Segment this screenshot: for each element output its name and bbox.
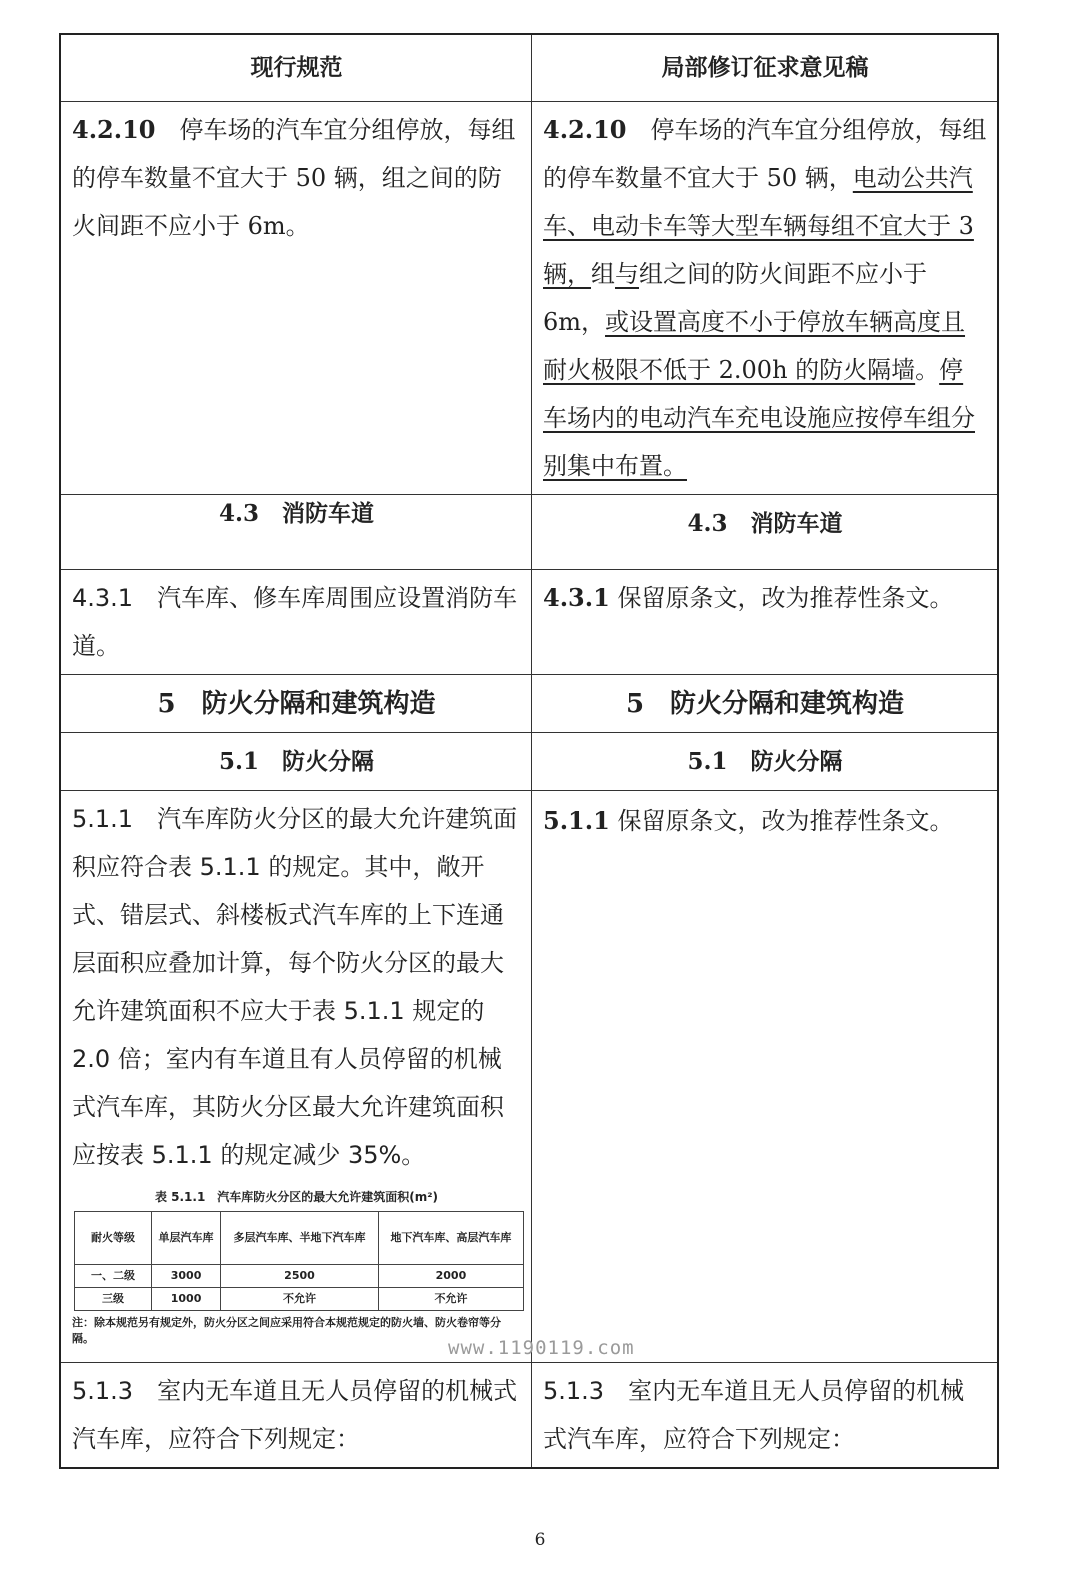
row-4-3-1 (60, 570, 998, 675)
header-row (60, 34, 998, 102)
comparison-table (59, 33, 999, 1469)
clause-text: 保留原条文，改为推荐性条文。 (609, 807, 954, 835)
revised-text: 电动公共汽车、电动卡车等大型车辆每组不宜大于 3 辆， (543, 164, 974, 288)
page-number: 6 (534, 1530, 546, 1550)
row-5-1-1 (60, 791, 998, 1363)
table-header-cell: 耐火等级 (75, 1212, 152, 1265)
clause-text: 保留原条文，改为推荐性条文。 (609, 584, 954, 612)
table-header-cell: 地下汽车库、高层汽车库 (378, 1212, 523, 1265)
clause-number: 4.2.10 (72, 115, 156, 144)
revised-text: 或设置高度不小于停放车辆高度且耐火极限不低于 2.00h 的防火隔墙 (543, 308, 966, 384)
header-revision-draft: 局部修订征求意见稿 (532, 34, 999, 102)
header-current-spec: 现行规范 (60, 34, 532, 102)
clause-text: 组之间的防火间距不应小于 6m， (543, 260, 927, 336)
cell-5-1-3-revised: 5.1.3 室内无车道且无人员停留的机械式汽车库，应符合下列规定： (532, 1363, 999, 1469)
section-5-1-current: 5.1 防火分隔 (60, 733, 532, 791)
clause-text: 。 (915, 356, 940, 384)
clause-text: 5.1.1 汽车库防火分区的最大允许建筑面积应符合表 5.1.1 的规定。其中，敞开式、错层式、斜楼板式汽车库的上下连通层面积应叠加计算，每个防火分区的最大允许建筑面积不应大于表 5.1.1 规定的 2.0 倍；室内有车道且有人员停留的机械式汽车库，其防火分区最大允许建筑面积应按表 5.1.1 的规定减少 35%。 (72, 805, 518, 1169)
revised-text: 停车场内的电动汽车充电设施应按停车组分别集中布置。 (543, 356, 975, 480)
cell-4-2-10-revised (532, 102, 999, 495)
table-header-row (75, 1212, 524, 1265)
table-header-cell: 单层汽车库 (152, 1212, 221, 1265)
table-5-1-1-note: 注：除本规范另有规定外，防火分区之间应采用符合本规范规定的防火墙、防火卷帘等分隔。 (72, 1316, 501, 1345)
chapter-5-current: 5 防火分隔和建筑构造 (60, 675, 532, 733)
table-cell: 不允许 (221, 1288, 379, 1311)
table-cell: 1000 (152, 1288, 221, 1311)
table-row (75, 1288, 524, 1311)
table-cell: 2000 (378, 1265, 523, 1288)
cell-4-3-1-current: 4.3.1 汽车库、修车库周围应设置消防车道。 (60, 570, 532, 675)
table-cell: 3000 (152, 1265, 221, 1288)
section-5-1-row (60, 733, 998, 791)
table-row (75, 1265, 524, 1288)
clause-number: 5.1.1 (543, 806, 610, 835)
section-4-3-revised: 4.3 消防车道 (532, 495, 999, 570)
clause-number: 4.3.1 (543, 583, 610, 612)
section-4-3-row (60, 495, 998, 570)
cell-5-1-3-current: 5.1.3 室内无车道且无人员停留的机械式汽车库，应符合下列规定： (60, 1363, 532, 1469)
clause-text: 组 (591, 260, 615, 288)
chapter-5-revised: 5 防火分隔和建筑构造 (532, 675, 999, 733)
clause-number: 4.2.10 (543, 115, 627, 144)
row-5-1-3 (60, 1363, 998, 1469)
clause-text: 停车场的汽车宜分组停放，每组的停车数量不宜大于 50 辆，组之间的防火间距不应小于 6m。 (72, 116, 516, 240)
row-4-2-10 (60, 102, 998, 495)
table-5-1-1-title: 表 5.1.1 汽车库防火分区的最大允许建筑面积(m²) (154, 1190, 439, 1204)
cell-5-1-1-revised (532, 791, 999, 1363)
section-4-3-current: 4.3 消防车道 (60, 495, 532, 570)
revised-text: 与 (615, 260, 639, 288)
table-header-cell: 多层汽车库、半地下汽车库 (221, 1212, 379, 1265)
table-cell: 三级 (75, 1288, 152, 1311)
table-cell: 2500 (221, 1265, 379, 1288)
clause-text: 停车场的汽车宜分组停放，每组的停车数量不宜大于 50 辆， (543, 116, 987, 192)
chapter-5-row (60, 675, 998, 733)
cell-4-3-1-revised (532, 570, 999, 675)
cell-5-1-1-current (60, 791, 532, 1363)
table-cell: 不允许 (378, 1288, 523, 1311)
cell-4-2-10-current (60, 102, 532, 495)
watermark: www.1190119.com (448, 1337, 635, 1359)
table-cell: 一、二级 (75, 1265, 152, 1288)
table-5-1-1 (74, 1211, 524, 1311)
section-5-1-revised: 5.1 防火分隔 (532, 733, 999, 791)
